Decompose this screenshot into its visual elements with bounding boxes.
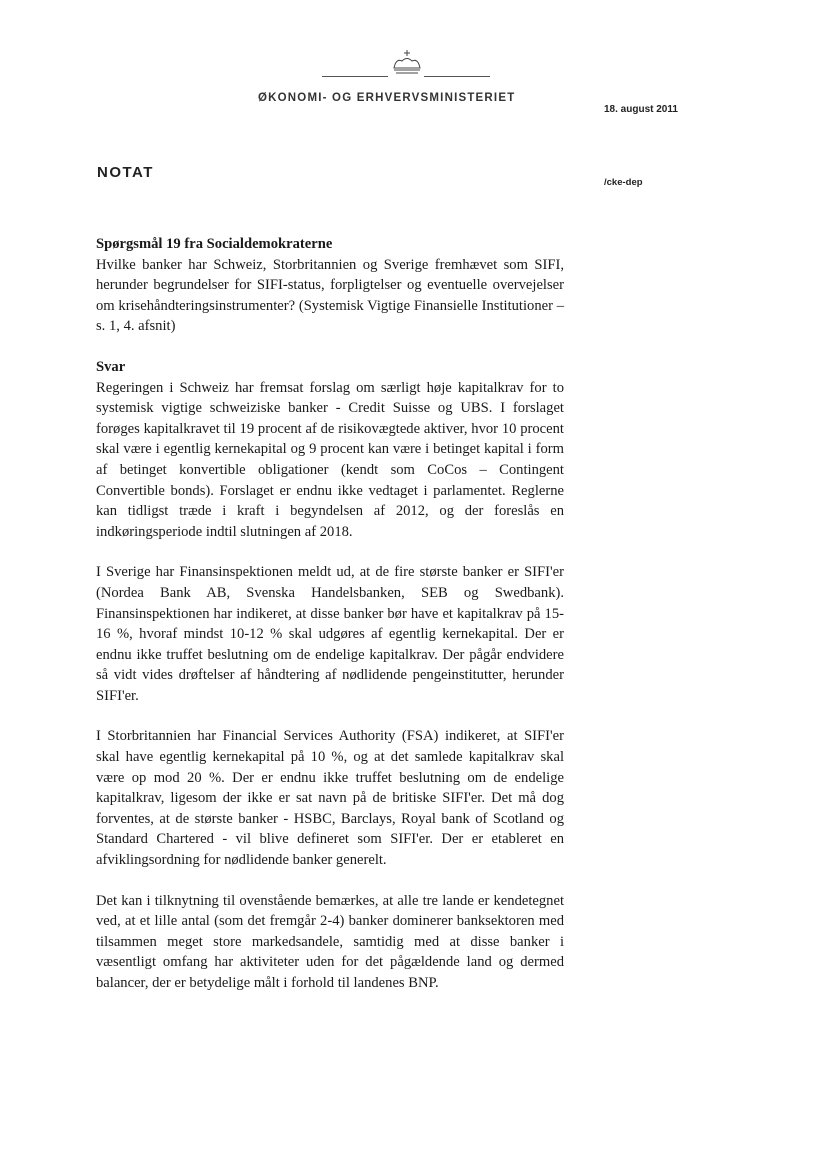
ministry-name: ØKONOMI- OG ERHVERVSMINISTERIET	[258, 92, 516, 104]
document-date: 18. august 2011	[604, 104, 678, 115]
answer-paragraph-4: Det kan i tilknytning til ovenstående bemærkes, at alle tre lande er kendetegnet ved, at et lille antal (som det fremgår 2-4) banker dominerer banksektoren med tilsammen meget store markedsandele, samtidig med at disse banker i væsentligt omfang har aktiviteter uden for det pågældende land og dermed balancer, der er betydelige målt i forhold til landenes BNP.	[96, 892, 564, 991]
answer-paragraph-2: I Sverige har Finansinspektionen meldt ud, at de fire største banker er SIFI'er (Nordea Bank AB, Svenska Handelsbanken, SEB og Swedbank). Finansinspektionen har indikeret, at disse banker bør have et kapitalkrav på 15-16 %, hvoraf mindst 10-12 % skal udgøres af egentlig kernekapital. Der er endnu ikke truffet beslutning om de endelige kapitalkrav. Der pågår endvidere så vidt vides drøftelser af håndtering af nødlidende pengeinstitutter, herunder SIFI'er.	[96, 564, 564, 704]
answer-heading: Svar	[96, 358, 126, 375]
answer-paragraph-3: I Storbritannien har Financial Services Authority (FSA) indikeret, at SIFI'er skal have egentlig kernekapital på 10 %, og at det samlede kapitalkrav skal være op mod 20 %. Der er endnu ikke truffet beslutning om de endelige kapitalkrav, ligesom der ikke er sat navn på de britiske SIFI'er. Det må dog forventes, at de største banker - HSBC, Barclays, Royal bank of Scotland og Standard Chartered - vil blive defineret som SIFI'er. Der er etableret en afviklingsordning for nødlidende banker generelt.	[96, 728, 564, 869]
answer-paragraph-1: Regeringen i Schweiz har fremsat forslag om særligt høje kapitalkrav for to systemisk vigtige schweiziske banker - Credit Suisse og UBS. I forslaget forøges kapitalkravet til 19 procent af de risikovægtede aktiver, hvor 10 procent skal være i egentlig kernekapital og 9 procent kan være i betinget kapital i form af betinget konvertible obligationer (kendt som CoCos – Contingent Convertible bonds). Forslaget er endnu ikke vedtaget i parlamentet. Reglerne kan tidligst træde i kraft i begyndelsen af 2012, og der foreslås en indkøringsperiode indtil slutningen af 2018.	[96, 379, 564, 540]
question-heading: Spørgsmål 19 fra Socialdemokraterne	[96, 236, 333, 252]
header-rule-left	[322, 76, 388, 77]
document-type: NOTAT	[97, 164, 154, 181]
document-reference: /cke-dep	[604, 177, 643, 188]
crown-icon	[384, 48, 430, 78]
question-text: Hvilke banker har Schweiz, Storbritannien og Sverige fremhævet som SIFI, herunder begrundelser for SIFI-status, forpligtelser og eventuelle overvejelser om krisehåndteringsinstrumenter? (Systemisk Vigtige Finansielle Institutioner – s. 1, 4. afsnit)	[96, 256, 564, 335]
document-body	[96, 234, 564, 994]
header-rule-right	[424, 76, 490, 77]
